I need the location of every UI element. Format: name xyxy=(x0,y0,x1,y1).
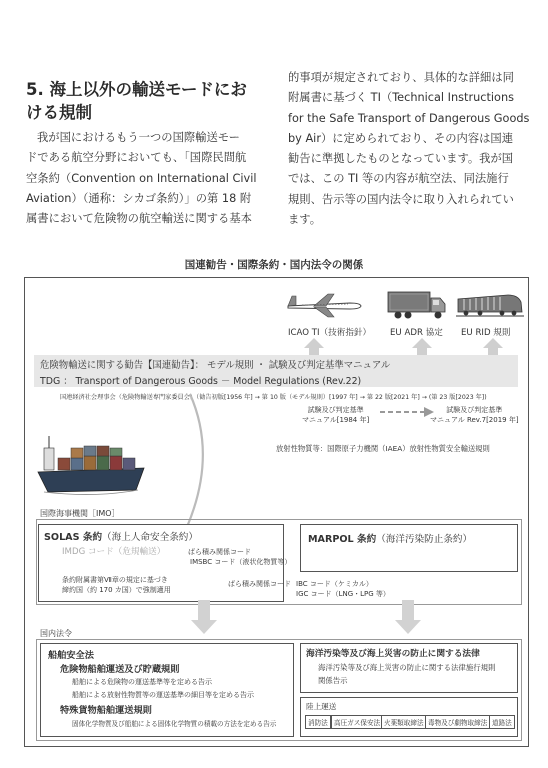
right-paragraph xyxy=(288,68,532,230)
solas-sub: （海上人命安全条約） xyxy=(102,532,198,543)
adr-label: EU ADR 協定 xyxy=(390,328,443,338)
text-line: ドである航空分野においても、「国際民間航 xyxy=(26,151,247,165)
law-gas: 高圧ガス保安法 xyxy=(331,715,383,729)
text-line: 我が国におけるもう一つの国際輸送モー xyxy=(37,131,240,144)
marpol-sub: （海洋汚染防止条約） xyxy=(376,534,473,545)
ship-law: 船舶安全法 xyxy=(48,650,94,661)
icao-label: ICAO TI（技術指針） xyxy=(288,328,372,338)
heading-line-2: ける規制 xyxy=(26,103,92,122)
truck-icon xyxy=(386,289,448,321)
rid-label: EU RID 規則 xyxy=(461,328,511,338)
text-line: ます。 xyxy=(288,213,321,227)
text-line: 勧告に準拠したものとなっています。我が国 xyxy=(288,152,514,166)
text-line: 属書において危険物の航空輸送に関する基本 xyxy=(26,212,252,226)
notice-2: 船舶による放射性物質等の運送基準の細目等を定める告示 xyxy=(72,691,254,699)
text-line: 附属書に基づく TI（Technical Instructions xyxy=(288,91,515,105)
heading-line-1: 5. 海上以外の輸送モードにお xyxy=(26,80,247,99)
notice-1: 船舶による危険物の運送基準等を定める告示 xyxy=(72,678,212,686)
tdg-title: TDG ： Transport of Dangerous Goods － Model Regulations (Rev.22) xyxy=(40,376,362,387)
un-history: 国連経済社会理事会（危険物輸送専門家委員会）（勧告初版[1956 年] → 第 10 版（モデル規則）[1997 年] → 第 22 版[2021 年] → (第 23 版[2023 年]) xyxy=(60,394,487,401)
solas-name: SOLAS 条約 xyxy=(44,532,103,543)
text-line: 規則、告示等の国内法令に取り入れられてい xyxy=(288,192,514,206)
law-fire: 消防法 xyxy=(305,715,331,729)
law-poison: 毒物及び劇物取締法 xyxy=(425,715,490,729)
un-title: 危険物輸送に関する勧告【国連勧告】： モデル規則 ・ 試験及び判定基準マニュアル xyxy=(40,360,391,371)
imdg-code: IMDG コード（危規輸送） xyxy=(62,547,166,557)
text-line: では、この TI 等の内容が航空法、同法施行 xyxy=(288,172,509,186)
text-line: 的事項が規定されており、具体的な詳細は同 xyxy=(288,71,514,84)
ibc-code: IBC コード（ケミカル） xyxy=(296,580,373,588)
manual-1984 xyxy=(302,405,369,425)
marine-law: 海洋汚染等及び海上災害の防止に関する法律 xyxy=(306,649,480,659)
manual-1984-line-2: マニュアル[1984 年] xyxy=(302,416,370,424)
imsbc-code: IMSBC コード（液状化物質等） xyxy=(190,558,292,566)
domestic-label: 国内法令 xyxy=(40,629,72,638)
bulk-code-label-2: ばら積み関係コード xyxy=(228,580,291,588)
law-explosives: 火薬類取締法 xyxy=(381,715,427,729)
text-line: Aviation）（通称：シカゴ条約）」の第 18 附 xyxy=(26,191,252,205)
dashed-arrow xyxy=(378,405,436,419)
marpol-name: MARPOL 条約 xyxy=(308,534,377,545)
solas-note-1: 条約附属書第Ⅶ章の規定に基づき xyxy=(62,576,168,584)
related-notices: 関係告示 xyxy=(318,676,348,685)
imo-label: 国際海事機関［IMO］ xyxy=(40,509,120,518)
text-line: by Air）に定められており、その内容は国連 xyxy=(288,131,514,145)
marpol-title xyxy=(308,531,472,545)
manual-1984-line-1: 試験及び判定基準 xyxy=(307,406,364,414)
section-heading xyxy=(26,78,271,124)
train-icon xyxy=(456,290,524,320)
text-line: for the Safe Transport of Dangerous Goods xyxy=(288,111,530,125)
diagram-caption: 国連勧告・国際条約・国内法令の関係 xyxy=(184,259,364,271)
solas-title xyxy=(44,529,198,543)
text-line: 空条約（Convention on International Civil xyxy=(26,171,257,185)
solas-note-2: 締約国（約 170 カ国）で強制適用 xyxy=(62,586,171,594)
notice-3: 固体化学物質及び船舶による固体化学物質の積載の方法を定める告示 xyxy=(72,720,277,728)
igc-code: IGC コード（LNG・LPG 等） xyxy=(296,590,390,598)
ship-icon xyxy=(34,428,150,498)
bulk-code-label: ばら積み関係コード xyxy=(188,548,251,556)
law-road: 道路法 xyxy=(489,715,515,729)
land-transport-label: 陸上運送 xyxy=(306,702,337,711)
manual-2019 xyxy=(430,405,519,425)
iaea-text: 放射性物質等：国際原子力機関（IAEA）放射性物質安全輸送規則 xyxy=(276,444,490,453)
left-paragraph xyxy=(26,128,271,229)
airplane-icon xyxy=(284,290,364,318)
manual-2019-line-2: マニュアル Rev.7[2019 年] xyxy=(430,416,519,424)
manual-2019-line-1: 試験及び判定基準 xyxy=(446,406,503,414)
danger-rule: 危険物船舶運送及び貯蔵規則 xyxy=(60,664,180,675)
downward-arrows xyxy=(24,598,527,638)
marine-rule: 海洋汚染等及び海上災害の防止に関する法律施行規則 xyxy=(318,663,496,672)
special-rule: 特殊貨物船舶運送規則 xyxy=(60,705,152,716)
